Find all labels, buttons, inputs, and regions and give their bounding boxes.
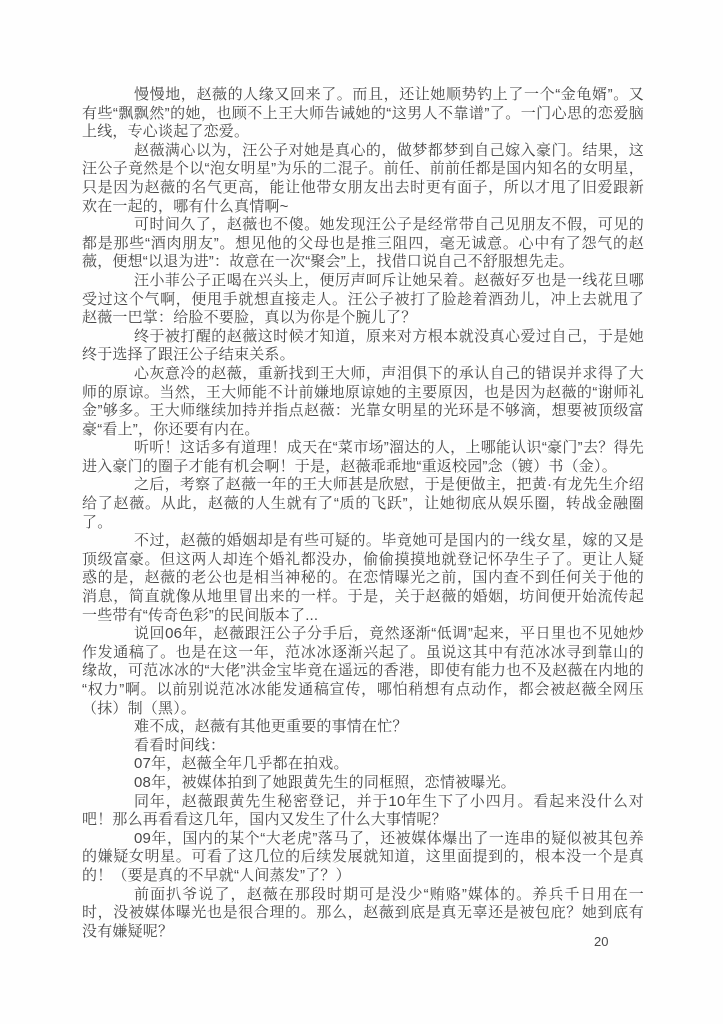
paragraph: 不过，赵薇的婚姻却是有些可疑的。毕竟她可是国内的一线女星，嫁的又是顶级富豪。但这两人却连个婚礼都没办，偷偷摸摸地就登记怀孕生子了。更让人疑惑的是，赵薇的老公也是相当神秘的。在恋情曝光之前，国内查不到任何关于他的消息，简直就像从地里冒出来的一样。于是，关于赵薇的婚姻，坊间便开始流传起一些带有“传奇色彩”的民间版本了... <box>82 532 644 624</box>
paragraph: 同年，赵薇跟黄先生秘密登记，并于10年生下了小四月。看起来没什么对吧！那么再看看这几年，国内又发生了什么大事情呢？ <box>82 792 644 829</box>
paragraph: 难不成，赵薇有其他更重要的事情在忙？ <box>134 718 408 736</box>
paragraph: 看看时间线： <box>134 736 226 754</box>
paragraph: 前面扒爷说了，赵薇在那段时期可是没少“贿赂”媒体的。养兵千日用在一时，没被媒体曝光也是很合理的。那么，赵薇到底是真无辜还是被包庇？她到底有没有嫌疑呢？ <box>82 885 644 940</box>
paragraph: 09年，国内的某个“大老虎”落马了，还被媒体爆出了一连串的疑似被其包养的嫌疑女明星。可看了这几位的后续发展就知道，这里面提到的，根本没一个是真的！（要是真的不早就“人间蒸发”了？） <box>82 829 644 884</box>
paragraph: 慢慢地，赵薇的人缘又回来了。而且，还让她顺势钓上了一个“金龟婿”。又有些“飘飘然”的她，也顾不上王大师告诫她的“这男人不靠谱”了。一门心思的恋爱脑上线，专心谈起了恋爱。 <box>82 86 644 141</box>
paragraph: 听听！这话多有道理！成天在“菜市场”溜达的人，上哪能认识“豪门”去？得先进入豪门的圈子才能有机会啊！于是，赵薇乖乖地“重返校园”念（镀）书（金）。 <box>82 439 644 475</box>
paragraph: 可时间久了，赵薇也不傻。她发现汪公子是经常带自己见朋友不假，可见的都是那些“酒肉朋友”。想见他的父母也是推三阻四，毫无诚意。心中有了怨气的赵薇，便想“以退为进”：故意在一次“聚会”上，找借口说自己不舒服想先走。 <box>82 216 644 271</box>
paragraph: 赵薇满心以为，汪公子对她是真心的，做梦都梦到自己嫁入豪门。结果，这汪公子竟然是个以“泡女明星”为乐的二混子。前任、前前任都是国内知名的女明星，只是因为赵薇的名气更高，能让他带女朋友出去时更有面子，所以才甩了旧爱跟新欢在一起的，哪有什么真情啊~ <box>82 141 644 215</box>
paragraph: 之后，考察了赵薇一年的王大师甚是欣慰，于是便做主，把黄·有龙先生介绍给了赵薇。从此，赵薇的人生就有了“质的飞跃”，让她彻底从娱乐圈，转战金融圈了。 <box>82 476 644 531</box>
paragraph: 汪小菲公子正喝在兴头上，便厉声呵斥让她呆着。赵薇好歹也是一线花旦哪受过这个气啊，便甩手就想直接走人。汪公子被打了脸趁着酒劲儿，冲上去就甩了赵薇一巴掌：给脸不要脸，真以为你是个腕儿了？ <box>82 271 644 327</box>
paragraph: 终于被打醒的赵薇这时候才知道，原来对方根本就没真心爱过自己，于是她终于选择了跟汪公子结束关系。 <box>82 327 644 364</box>
article-body <box>82 86 644 941</box>
page-number: 20 <box>594 934 609 949</box>
paragraph: 说回06年，赵薇跟汪公子分手后，竟然逐渐“低调”起来，平日里也不见她炒作发通稿了。也是在这一年，范冰冰逐渐兴起了。虽说这其中有范冰冰寻到靠山的缘故，可范冰冰的“大佬”洪金宝毕竟在遥远的香港，即使有能力也不及赵薇在内地的“权力”啊。以前别说范冰冰能发通稿宣传，哪怕稍想有点动作，都会被赵薇全网压（抹）制（黑）。 <box>82 625 644 717</box>
paragraph: 心灰意冷的赵薇，重新找到王大师，声泪俱下的承认自己的错误并求得了大师的原谅。当然，王大师能不计前嫌地原谅她的主要原因，也是因为赵薇的“谢师礼金”够多。王大师继续加持并指点赵薇：光靠女明星的光环是不够滴，想要被顶级富豪“看上”，你还要有内在。 <box>82 364 644 438</box>
paragraph: 08年，被媒体拍到了她跟黄先生的同框照，恋情被曝光。 <box>134 773 516 791</box>
paragraph: 07年，赵薇全年几乎都在拍戏。 <box>134 755 349 773</box>
